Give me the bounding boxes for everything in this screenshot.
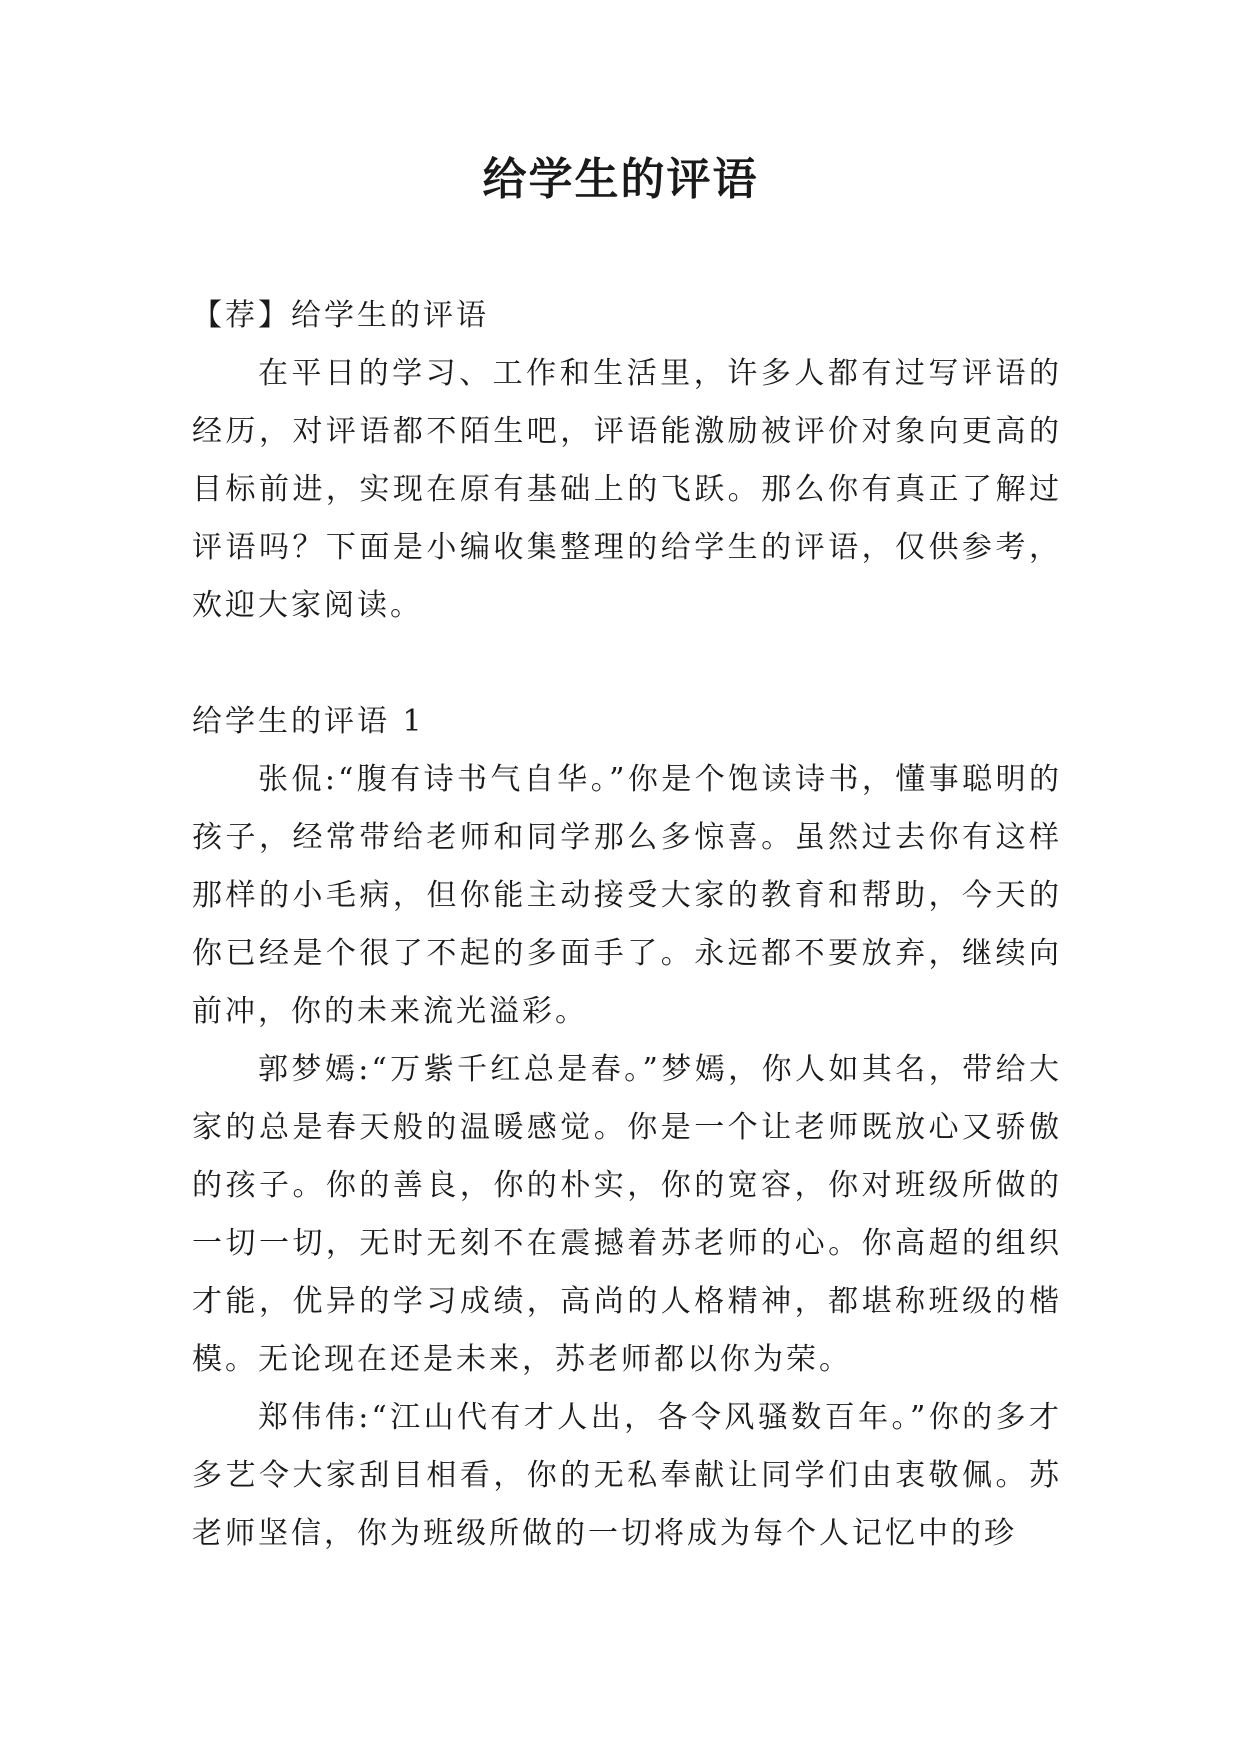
section-spacer xyxy=(192,635,1062,693)
section-heading: 给学生的评语 1 xyxy=(192,704,425,739)
comment-paragraph: 张侃:“腹有诗书气自华。”你是个饱读诗书，懂事聪明的孩子，经常带给老师和同学那么多惊喜。虽然过去你有这样那样的小毛病，但你能主动接受大家的教育和帮助，今天的你已经是个很了不起的多面手了。永远都不要放弃，继续向前冲，你的未来流光溢彩。 xyxy=(192,762,1062,1029)
page-title: 给学生的评语 xyxy=(482,154,759,205)
comment-paragraph: 郑伟伟:“江山代有才人出，各令风骚数百年。”你的多才多艺令大家刮目相看，你的无私奉献让同学们由衷敬佩。苏老师坚信，你为班级所做的一切将成为每个人记忆中的珍 xyxy=(192,1400,1062,1551)
comment-paragraph: 郭梦嫣:“万紫千红总是春。”梦嫣，你人如其名，带给大家的总是春天般的温暖感觉。你是一个让老师既放心又骄傲的孩子。你的善良，你的朴实，你的宽容，你对班级所做的一切一切，无时无刻不在震撼着苏老师的心。你高超的组织才能，优异的学习成绩，高尚的人格精神，都堪称班级的楷模。无论现在还是未来，苏老师都以你为荣。 xyxy=(192,1052,1062,1377)
intro-paragraph: 在平日的学习、工作和生活里，许多人都有过写评语的经历，对评语都不陌生吧，评语能激励被评价对象向更高的目标前进，实现在原有基础上的飞跃。那么你有真正了解过评语吗？下面是小编收集整理的给学生的评语，仅供参考，欢迎大家阅读。 xyxy=(192,356,1062,623)
document-body xyxy=(192,287,1062,1563)
tag-line: 【荐】给学生的评语 xyxy=(192,298,489,333)
